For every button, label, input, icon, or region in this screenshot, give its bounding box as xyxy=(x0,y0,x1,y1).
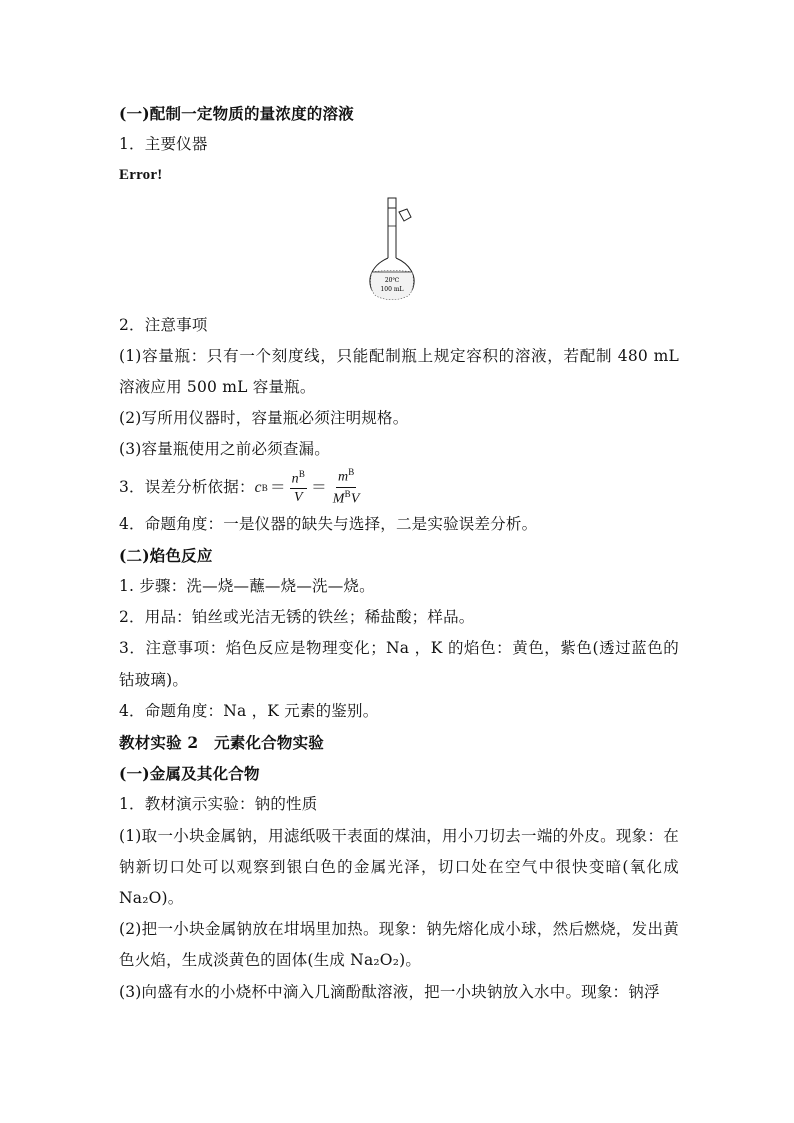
item-main-instruments: 1．主要仪器 xyxy=(119,135,208,154)
sodium-paragraph-2: (2)把一小块金属钠放在坩埚里加热。现象：钠先熔化成小球，然后燃烧，发出黄色火焰，生成淡黄色的固体(生成 Na₂O₂)。 xyxy=(119,920,679,970)
formula-v: V xyxy=(293,490,303,506)
note-volumetric-flask: (1)容量瓶：只有一个刻度线，只能配制瓶上规定容积的溶液，若配制 480 mL 溶液应用 500 mL 容量瓶。 xyxy=(119,346,679,397)
formula-v2: V xyxy=(350,491,360,507)
flame-question-angle: 4．命题角度：Na ，K 元素的鉴别。 xyxy=(119,701,379,720)
experiment-title: 教材实验 2 元素化合物实验 xyxy=(119,733,324,753)
item-precautions: 2．注意事项 xyxy=(119,315,208,334)
formula-M: M xyxy=(332,491,345,507)
note-specify-spec: (2)写所用仪器时，容量瓶必须注明规格。 xyxy=(119,409,409,428)
error-text: Error! xyxy=(119,167,163,184)
formula-equals-2: ＝ xyxy=(311,478,327,496)
formula-n: n xyxy=(291,471,299,487)
formula-m-sup: B xyxy=(348,467,355,478)
sodium-paragraph-1: (1)取一小块金属钠，用滤纸吸干表面的煤油，用小刀切去一端的外皮。现象：在钠新切口处可以观察到银白色的金属光泽，切口处在空气中很快变暗(氧化成 Na₂O)。 xyxy=(119,826,679,908)
formula-m: m xyxy=(337,470,349,486)
document-body xyxy=(119,98,679,1008)
item-question-angle: 4．命题角度：一是仪器的缺失与选择，二是实验误差分析。 xyxy=(119,514,538,533)
formula-equals-1: ＝ xyxy=(269,478,286,496)
fraction-m-over-mv xyxy=(331,468,362,506)
flask-volume-label: 100 mL xyxy=(380,285,404,293)
error-analysis-label: 3．误差分析依据： xyxy=(119,477,255,496)
formula-M-sup: B xyxy=(344,489,351,500)
flame-precautions: 3．注意事项：焰色反应是物理变化；Na ，K 的焰色：黄色，紫色(透过蓝色的钴玻璃)。 xyxy=(119,639,679,689)
formula-n-sup: B xyxy=(298,468,306,479)
flame-materials: 2．用品：铂丝或光洁无锈的铁丝；稀盐酸；样品。 xyxy=(119,608,475,627)
item-error-analysis xyxy=(119,466,679,509)
concentration-formula xyxy=(255,467,364,509)
fraction-n-over-v xyxy=(290,470,307,506)
section-heading-flame-test: (二)焰色反应 xyxy=(119,545,213,565)
metals-subheading: (一)金属及其化合物 xyxy=(119,764,260,784)
sodium-demo-title: 1．教材演示实验：钠的性质 xyxy=(119,795,318,814)
formula-c-sub: B xyxy=(261,482,268,493)
flame-step: 1. 步骤：洗—烧—蘸—烧—洗—烧。 xyxy=(119,577,375,596)
volumetric-flask-icon xyxy=(368,196,440,306)
note-leak-check: (3)容量瓶使用之前必须查漏。 xyxy=(119,440,330,459)
volumetric-flask-figure xyxy=(119,192,679,310)
formula-c: c xyxy=(254,478,262,496)
flask-temp-label: 20℃ xyxy=(384,276,400,284)
section-heading-solution-prep: (一)配制一定物质的量浓度的溶液 xyxy=(119,104,354,123)
sodium-paragraph-3: (3)向盛有水的小烧杯中滴入几滴酚酞溶液，把一小块钠放入水中。现象：钠浮 xyxy=(119,982,660,1001)
